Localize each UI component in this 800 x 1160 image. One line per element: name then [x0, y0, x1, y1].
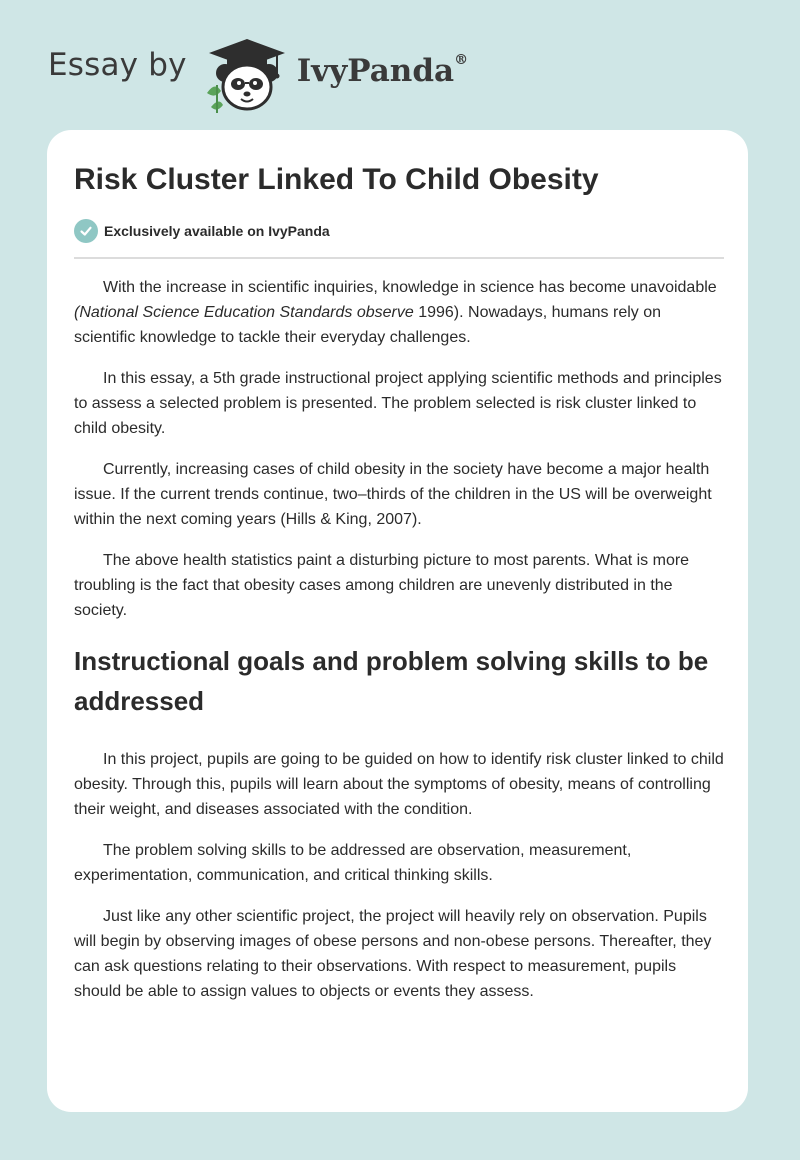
page-title: Risk Cluster Linked To Child Obesity — [74, 163, 599, 196]
site-header — [48, 30, 468, 120]
essay-content — [74, 162, 724, 1020]
essay-card — [47, 130, 748, 1112]
paragraph-1-citation: (National Science Education Standards observe — [74, 304, 414, 321]
exclusive-label: Exclusively available on IvyPanda — [104, 223, 330, 239]
brand-name[interactable] — [297, 53, 468, 89]
paragraph-4: The above health statistics paint a disturbing picture to most parents. What is more troubling is the fact that obesity cases among children are unevenly distributed in the society. — [74, 552, 690, 619]
paragraph-7: Just like any other scientific project, the project will heavily rely on observation. Pupils will begin by observing images of obese persons and non-obese persons. Thereafter, they can ask questions relating to their observations. With respect to measurement, pupils should be able to assign values to objects or events they assess. — [74, 908, 712, 1000]
panda-logo-icon[interactable] — [201, 35, 293, 115]
paragraph-1 — [74, 275, 724, 350]
paragraph-3: Currently, increasing cases of child obesity in the society have become a major health issue. If the current trends continue, two–thirds of the children in the US will be overweight within the next coming years (Hills & King, 2007). — [74, 461, 712, 528]
paragraph-1-text-end: 1996). Nowadays, humans rely on scientific knowledge to tackle their everyday challenges. — [74, 304, 662, 346]
exclusive-badge — [74, 219, 724, 259]
section-heading: Instructional goals and problem solving skills to be addressed — [74, 646, 709, 716]
check-icon — [74, 219, 98, 243]
essay-by-label: Essay by — [48, 47, 187, 83]
registered-mark: ® — [454, 51, 469, 68]
paragraph-2: In this essay, a 5th grade instructional project applying scientific methods and principles to assess a selected problem is presented. The problem selected is risk cluster linked to child obesity. — [74, 370, 722, 437]
paragraph-5: In this project, pupils are going to be guided on how to identify risk cluster linked to child obesity. Through this, pupils will learn about the symptoms of obesity, means of controlling their weight, and diseases associated with the condition. — [74, 751, 724, 818]
paragraph-6: The problem solving skills to be addressed are observation, measurement, experimentation, communication, and critical thinking skills. — [74, 842, 632, 884]
paragraph-1-text: With the increase in scientific inquiries, knowledge in science has become unavoidable — [103, 279, 717, 296]
brand-text: IvyPanda — [296, 53, 455, 89]
